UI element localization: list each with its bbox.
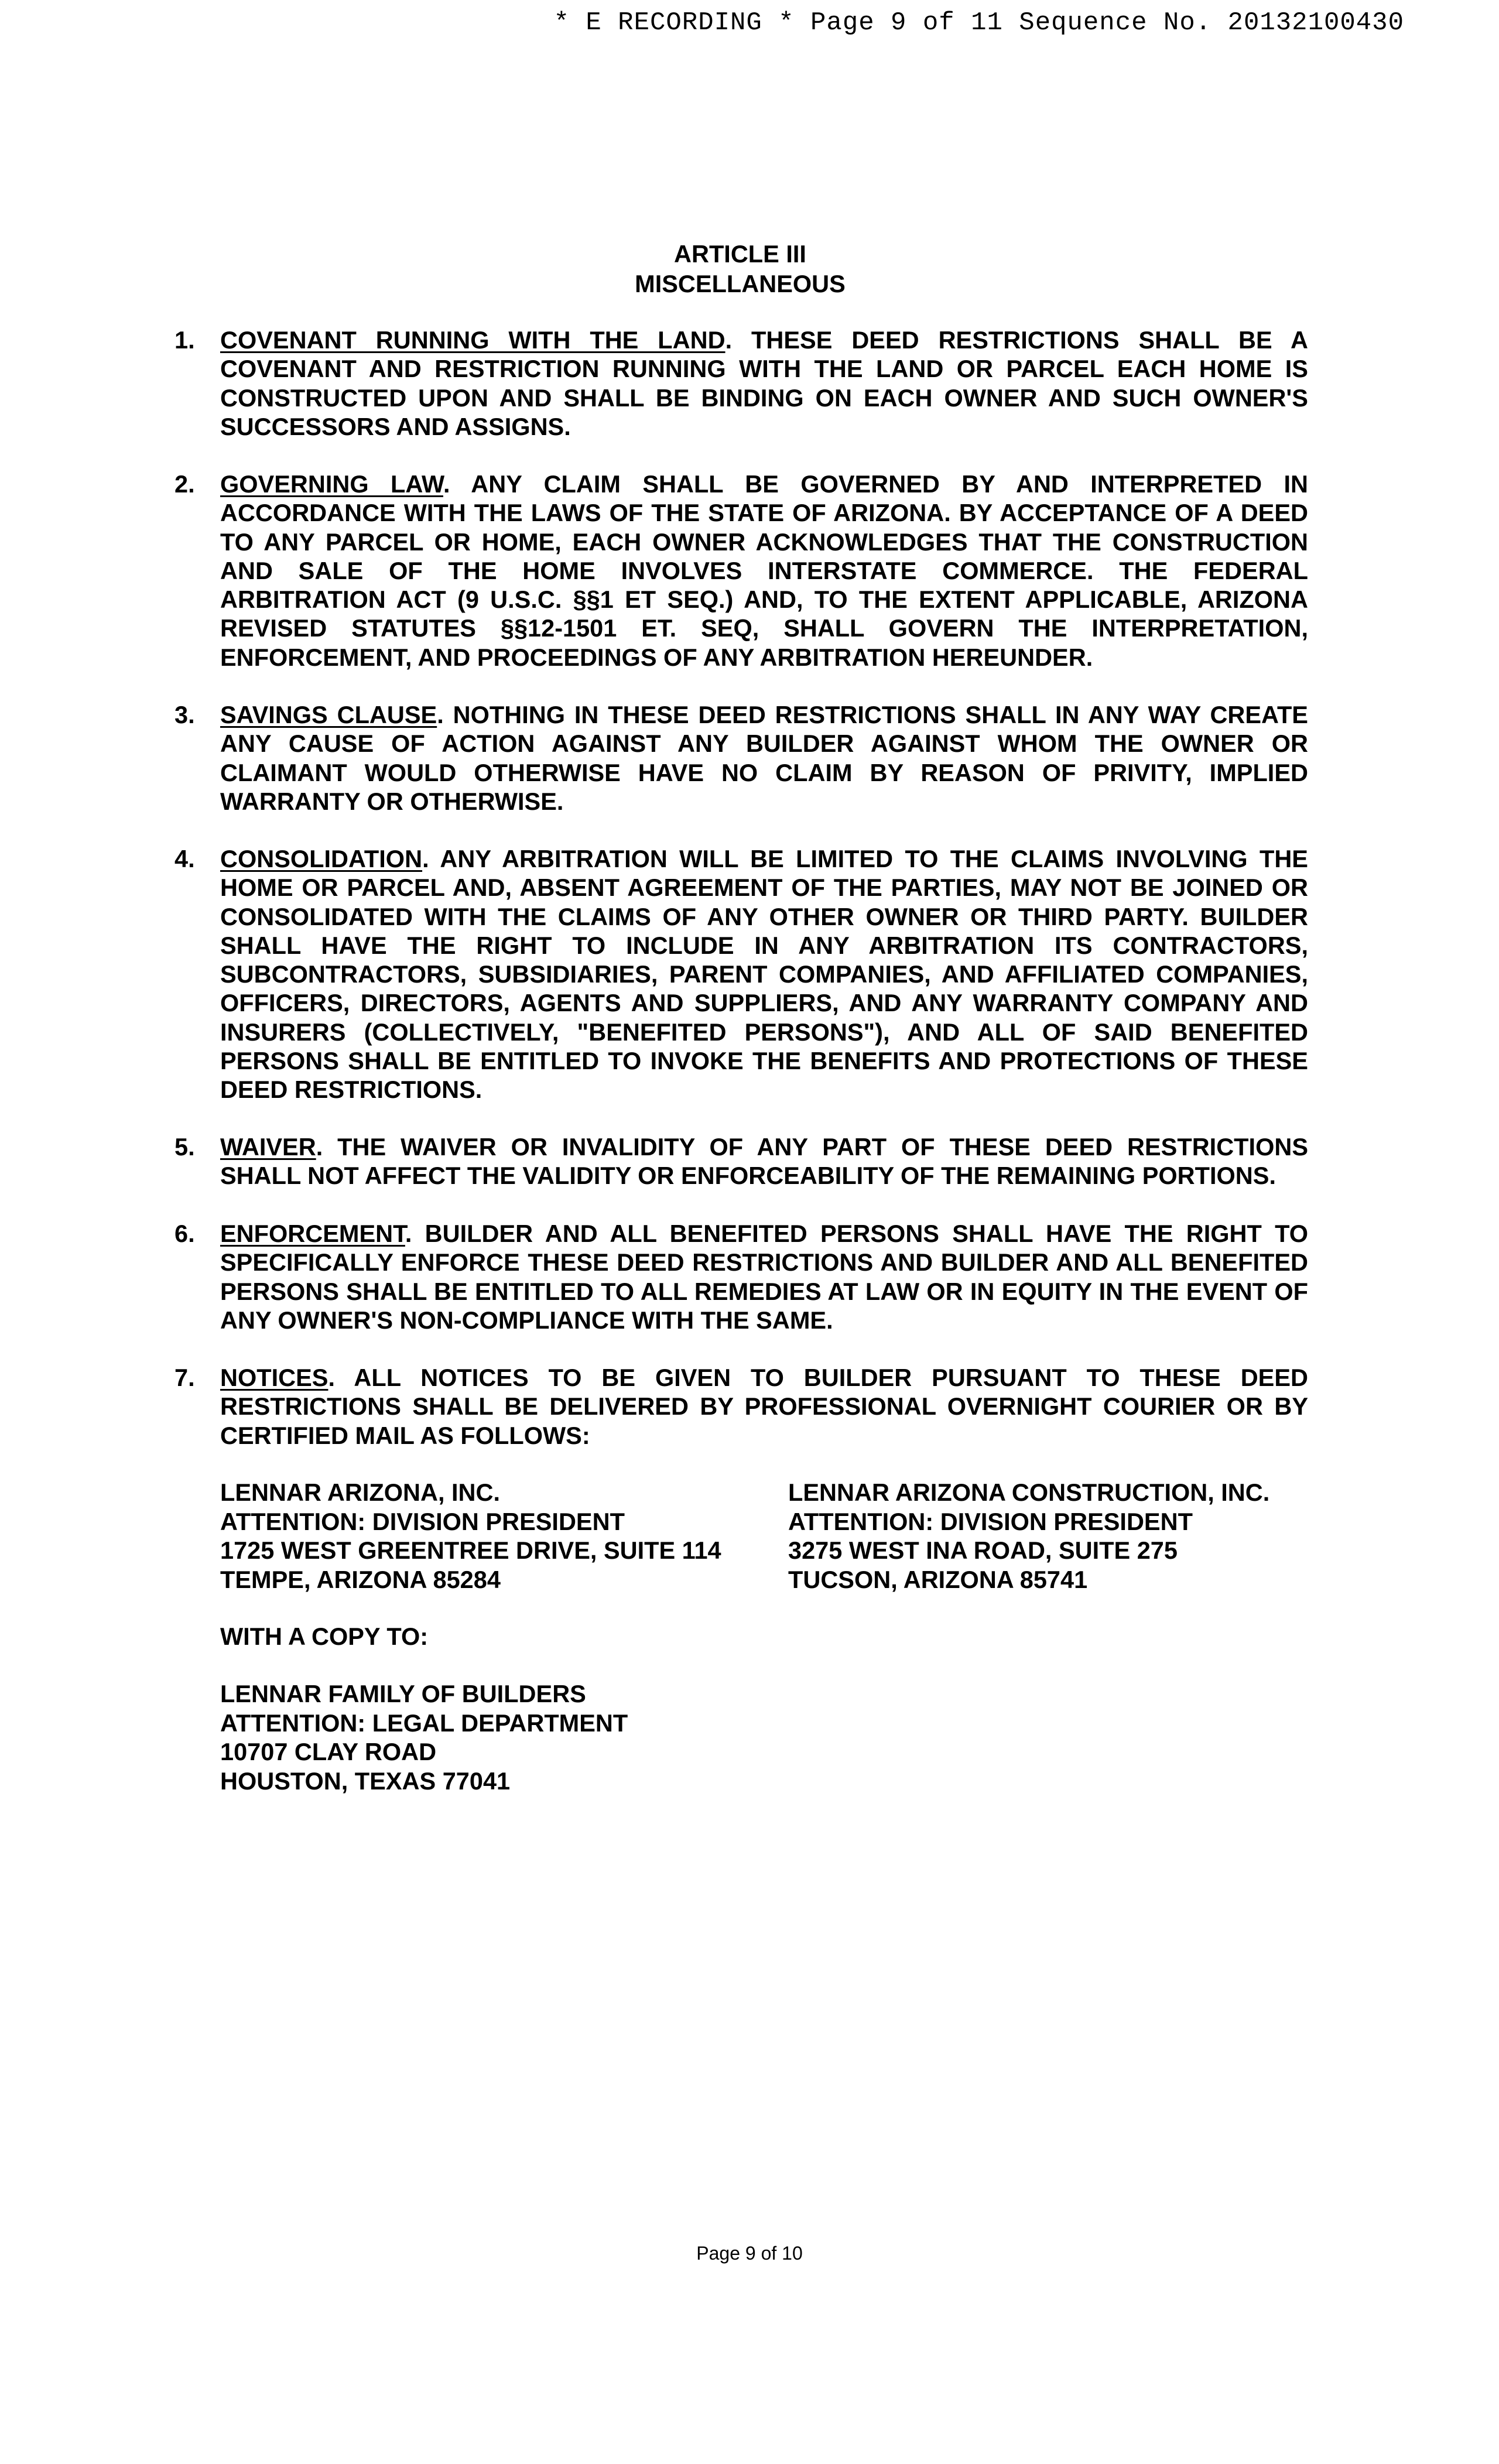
recording-header: * E RECORDING * Page 9 of 11 Sequence No. 20132100430 [553, 8, 1404, 37]
section-text-block [220, 1219, 1308, 1334]
section-number: 7. [174, 1364, 195, 1391]
address-tucson [788, 1478, 1269, 1594]
section-consolidation [174, 844, 1308, 1104]
article-subtitle: MISCELLANEOUS [635, 270, 846, 297]
section-text-block [220, 470, 1308, 672]
address-houston [220, 1679, 628, 1795]
section-number: 6. [174, 1220, 195, 1247]
section-number: 2. [174, 470, 195, 498]
section-text-block [220, 326, 1308, 441]
section-heading: CONSOLIDATION [220, 845, 423, 872]
section-text-block [220, 1132, 1308, 1190]
section-number: 1. [174, 326, 195, 354]
section-enforcement [174, 1219, 1308, 1334]
page-footer: Page 9 of 10 [696, 2243, 803, 2264]
address-line: HOUSTON, TEXAS 77041 [220, 1767, 511, 1795]
section-text: . THESE DEED RESTRICTIONS SHALL BE A COVENANT AND RESTRICTION RUNNING WITH THE LAND OR PARCEL EACH HOME IS CONSTRUCTED UPON AND SHALL BE BINDING ON EACH OWNER AND SUCH OWNER'S SUCCESSORS AND ASSIGNS. [220, 326, 1308, 440]
section-text: . THE WAIVER OR INVALIDITY OF ANY PART OF THESE DEED RESTRICTIONS SHALL NOT AFFECT THE VALIDITY OR ENFORCEABILITY OF THE REMAINING PORTIONS. [220, 1133, 1308, 1190]
copy-to-label [220, 1622, 428, 1651]
section-savings-clause [174, 700, 1308, 816]
address-tempe [220, 1478, 721, 1594]
section-heading: COVENANT RUNNING WITH THE LAND [220, 326, 725, 354]
article-heading [0, 239, 1480, 299]
address-line: LENNAR ARIZONA, INC. [220, 1479, 500, 1506]
section-number: 5. [174, 1133, 195, 1161]
address-line: ATTENTION: LEGAL DEPARTMENT [220, 1709, 628, 1737]
address-line: ATTENTION: DIVISION PRESIDENT [788, 1507, 1193, 1535]
section-number: 4. [174, 845, 195, 872]
article-title: ARTICLE III [674, 240, 806, 268]
copy-label: WITH A COPY TO: [220, 1623, 429, 1650]
section-heading: WAIVER [220, 1133, 316, 1161]
section-text-block [220, 700, 1308, 816]
address-line: 10707 CLAY ROAD [220, 1738, 437, 1765]
section-covenant [174, 326, 1308, 441]
section-heading: NOTICES [220, 1364, 328, 1391]
section-heading: GOVERNING LAW [220, 470, 443, 498]
section-text: . ALL NOTICES TO BE GIVEN TO BUILDER PURSUANT TO THESE DEED RESTRICTIONS SHALL BE DELIVERED BY PROFESSIONAL OVERNIGHT COURIER OR BY CERTIFIED MAIL AS FOLLOWS: [220, 1364, 1308, 1449]
address-line: 3275 WEST INA ROAD, SUITE 275 [788, 1536, 1178, 1564]
section-governing-law [174, 470, 1308, 672]
address-line: LENNAR ARIZONA CONSTRUCTION, INC. [788, 1479, 1270, 1506]
address-line: ATTENTION: DIVISION PRESIDENT [220, 1507, 625, 1535]
section-heading: ENFORCEMENT [220, 1220, 405, 1247]
section-notices [174, 1363, 1308, 1450]
section-text: . BUILDER AND ALL BENEFITED PERSONS SHALL HAVE THE RIGHT TO SPECIFICALLY ENFORCE THESE DEED RESTRICTIONS AND BUILDER AND ALL BENEFITED PERSONS SHALL BE ENTITLED TO ALL REMEDIES AT LAW OR IN EQUITY IN THE EVENT OF ANY OWNER'S NON-COMPLIANCE WITH THE SAME. [220, 1220, 1308, 1334]
section-waiver [174, 1132, 1308, 1190]
address-line: TEMPE, ARIZONA 85284 [220, 1565, 501, 1593]
section-number: 3. [174, 701, 195, 728]
section-text: . NOTHING IN THESE DEED RESTRICTIONS SHALL IN ANY WAY CREATE ANY CAUSE OF ACTION AGAINST ANY BUILDER AGAINST WHOM THE OWNER OR CLAIMANT WOULD OTHERWISE HAVE NO CLAIM BY REASON OF PRIVITY, IMPLIED WARRANTY OR OTHERWISE. [220, 701, 1308, 815]
section-heading: SAVINGS CLAUSE [220, 701, 437, 728]
section-text-block [220, 844, 1308, 1104]
address-line: TUCSON, ARIZONA 85741 [788, 1565, 1088, 1593]
address-line: 1725 WEST GREENTREE DRIVE, SUITE 114 [220, 1536, 721, 1564]
section-text: . ANY ARBITRATION WILL BE LIMITED TO THE CLAIMS INVOLVING THE HOME OR PARCEL AND, ABSENT AGREEMENT OF THE PARTIES, MAY NOT BE JOINED OR CONSOLIDATED WITH THE CLAIMS OF ANY OTHER OWNER OR THIRD PARTY. BUILDER SHALL HAVE THE RIGHT TO INCLUDE IN ANY ARBITRATION ITS CONTRACTORS, SUBCONTRACTORS, SUBSIDIARIES, PARENT COMPANIES, AND AFFILIATED COMPANIES, OFFICERS, DIRECTORS, AGENTS AND SUPPLIERS, AND ANY WARRANTY COMPANY AND INSURERS (COLLECTIVELY, "BENEFITED PERSONS"), AND ALL OF SAID BENEFITED PERSONS SHALL BE ENTITLED TO INVOKE THE BENEFITS AND PROTECTIONS OF THESE DEED RESTRICTIONS. [220, 845, 1308, 1104]
section-text: . ANY CLAIM SHALL BE GOVERNED BY AND INTERPRETED IN ACCORDANCE WITH THE LAWS OF THE STATE OF ARIZONA. BY ACCEPTANCE OF A DEED TO ANY PARCEL OR HOME, EACH OWNER ACKNOWLEDGES THAT THE CONSTRUCTION AND SALE OF THE HOME INVOLVES INTERSTATE COMMERCE. THE FEDERAL ARBITRATION ACT (9 U.S.C. §§1 ET SEQ.) AND, TO THE EXTENT APPLICABLE, ARIZONA REVISED STATUTES §§12-1501 ET. SEQ, SHALL GOVERN THE INTERPRETATION, ENFORCEMENT, AND PROCEEDINGS OF ANY ARBITRATION HEREUNDER. [220, 470, 1308, 671]
section-text-block [220, 1363, 1308, 1450]
address-line: LENNAR FAMILY OF BUILDERS [220, 1680, 586, 1707]
